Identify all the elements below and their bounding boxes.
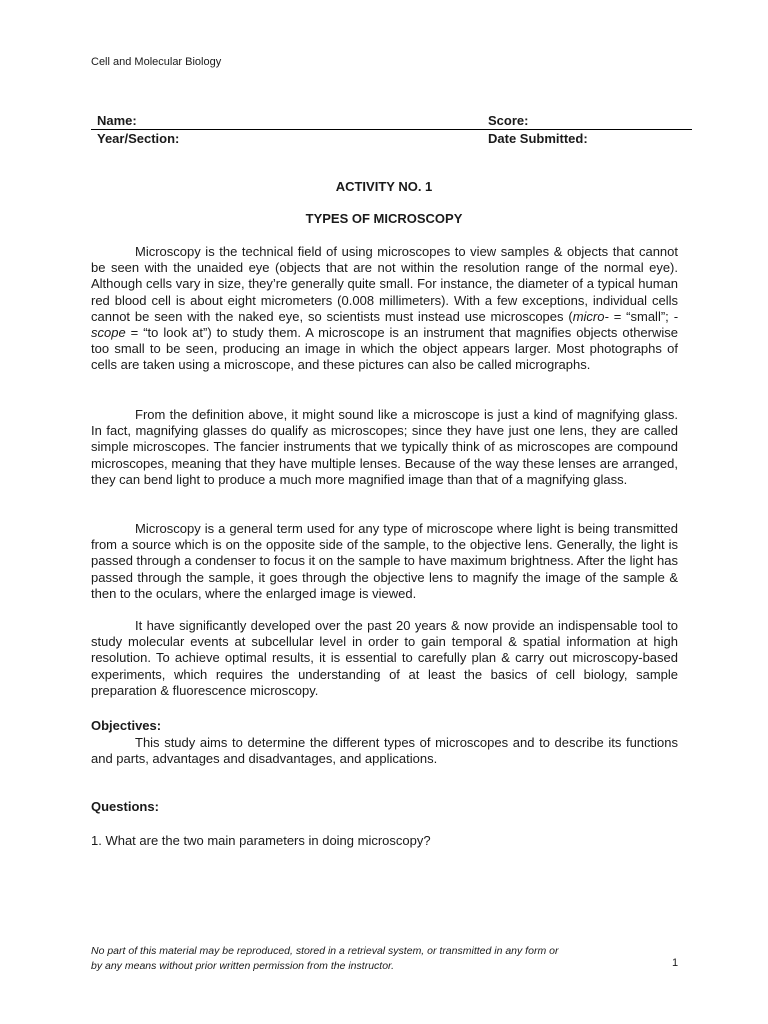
copyright-notice-line-2: by any means without prior written permission from the instructor. — [91, 960, 395, 972]
page-number: 1 — [672, 957, 679, 969]
course-header: Cell and Molecular Biology — [91, 56, 222, 68]
student-info-table — [91, 112, 692, 147]
scope-term: -scope — [91, 308, 678, 341]
name-label: Name: — [97, 113, 137, 128]
light-transmission-paragraph-text: Microscopy is a general term used for any type of microscope where light is being transmitted from a source which is on the opposite side of the sample, to the objective lens. Generally, the light is passed through a condenser to focus it on the sample to have maximum brightness. After the light has passed through the sample, it goes through the objective lens to magnify the image of the sample & then to the oculars, where the enlarged image is viewed. — [91, 521, 678, 601]
intro-paragraph — [91, 244, 678, 374]
question-item: 1. What are the two main parameters in doing microscopy? — [91, 833, 431, 848]
score-label: Score: — [488, 113, 529, 128]
micro-term: micro- — [572, 308, 609, 324]
objectives-heading: Objectives: — [91, 718, 162, 733]
magnifying-glass-paragraph — [91, 407, 678, 488]
activity-number: ACTIVITY NO. 1 — [335, 179, 433, 194]
development-paragraph-text: It have significantly developed over the past 20 years & now provide an indispensable tool to study molecular events at subcellular level in order to gain temporal & spatial information at high resolution. To achieve optimal results, it is essential to carefully plan & carry out microscopy-based experiments, which requires the understanding of at least the basics of cell biology, sample preparation & fluorescence microscopy. — [91, 618, 678, 698]
info-row-name-score — [91, 112, 692, 130]
objectives-paragraph — [91, 735, 678, 767]
date-submitted-label: Date Submitted: — [488, 131, 588, 146]
copyright-notice — [91, 944, 631, 974]
magnifying-glass-paragraph-text: From the definition above, it might sound like a microscope is just a kind of magnifying glass. In fact, magnifying glasses do qualify as microscopes; since they have just one lens, they are called simple microscopes. The fancier instruments that we typically think of as microscopes are compound microscopes, meaning that they have multiple lenses. Because of the way these lenses are arranged, they can bend light to produce a much more magnified image than that of a magnifying glass. — [91, 407, 678, 487]
copyright-notice-line-1: No part of this material may be reproduced, stored in a retrieval system, or transmitted in any form or — [91, 945, 559, 957]
activity-title: TYPES OF MICROSCOPY — [305, 211, 463, 226]
light-transmission-paragraph — [91, 521, 678, 602]
intro-paragraph-part-c: = “to look at”) to study them. A microscope is an instrument that magnifies objects otherwise too small to be seen, producing an image in which the object appears larger. Most photographs of cells are taken using a microscope, and these pictures can also be called micrographs. — [91, 325, 678, 373]
questions-heading: Questions: — [91, 799, 159, 814]
intro-paragraph-part-a: Microscopy is the technical field of using microscopes to view samples & objects that cannot be seen with the unaided eye (objects that are not within the resolution range of the normal eye). Although cells vary in size, they’re generally quite small. For instance, the diameter of a typical human red blood cell is about eight micrometers (0.008 millimeters). With a few exceptions, individual cells cannot be seen with the naked eye, so scientists must instead use microscopes ( — [91, 244, 678, 324]
info-row-year-date — [91, 130, 692, 147]
development-paragraph — [91, 618, 678, 699]
year-section-label: Year/Section: — [97, 131, 180, 146]
intro-paragraph-part-b: = “small”; — [608, 308, 674, 324]
objectives-paragraph-text: This study aims to determine the different types of microscopes and to describe its functions and parts, advantages and disadvantages, and applications. — [91, 735, 678, 767]
